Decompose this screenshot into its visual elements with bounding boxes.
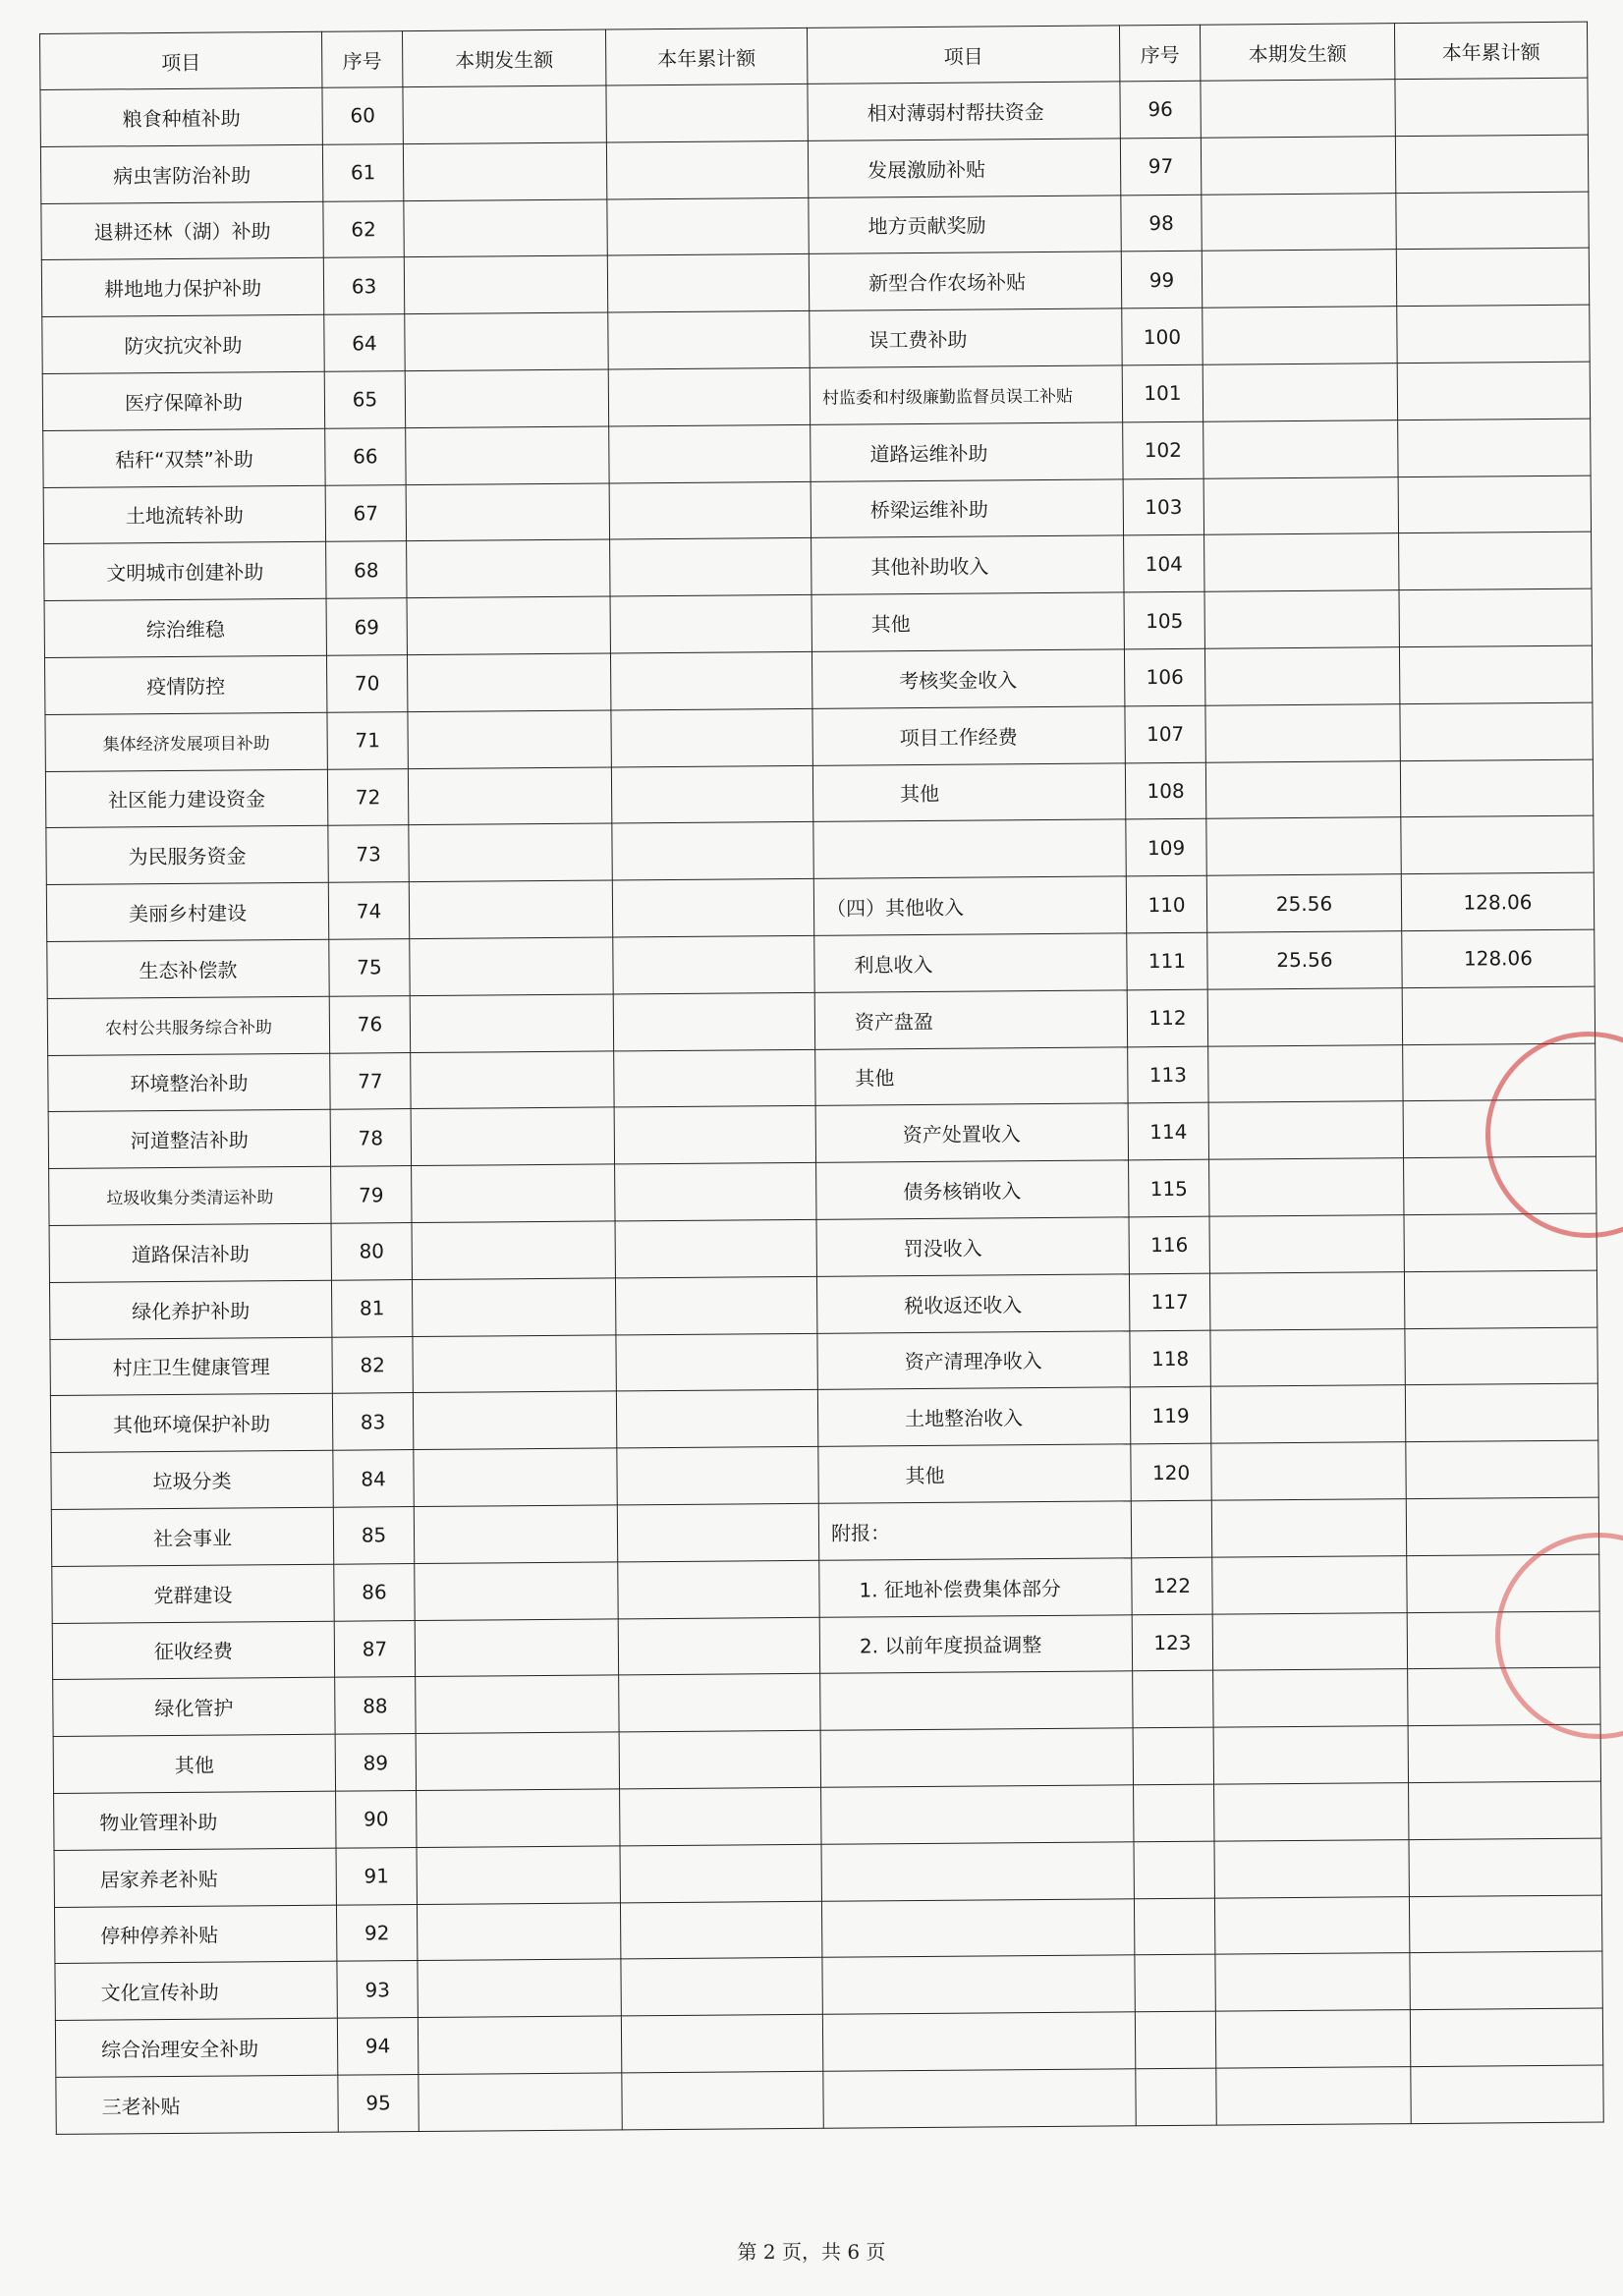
right-seq-cell: 96 [1120, 81, 1201, 138]
right-ytd-cell [1410, 2008, 1602, 2066]
left-ytd-cell [608, 311, 810, 369]
right-item-cell [823, 2069, 1136, 2128]
left-period-cell [417, 1789, 620, 1847]
left-period-cell [414, 1448, 617, 1506]
left-period-cell [416, 1732, 619, 1790]
left-item-cell: 垃圾分类 [51, 1450, 333, 1509]
right-seq-cell: 114 [1128, 1103, 1208, 1160]
right-seq-cell: 107 [1125, 705, 1205, 762]
right-item-cell: 资产处置收入 [815, 1103, 1128, 1162]
left-ytd-cell [608, 367, 810, 425]
right-seq-cell: 105 [1124, 591, 1204, 648]
right-period-cell: 25.56 [1207, 931, 1402, 989]
right-item-cell [820, 1728, 1133, 1787]
left-period-cell [411, 1050, 614, 1108]
right-period-cell [1212, 1555, 1407, 1613]
left-seq-cell: 94 [337, 2018, 418, 2075]
left-ytd-cell [620, 1844, 821, 1902]
right-seq-cell: 122 [1132, 1557, 1212, 1614]
left-item-cell: 生态补偿款 [47, 939, 329, 998]
right-seq-cell: 101 [1122, 364, 1203, 421]
right-period-cell [1211, 1442, 1406, 1500]
right-item-cell: 利息收入 [814, 933, 1127, 992]
left-ytd-cell [612, 878, 813, 936]
right-ytd-cell [1411, 2065, 1603, 2123]
header-period-right: 本期发生额 [1200, 24, 1394, 82]
left-seq-cell: 72 [327, 768, 408, 825]
left-item-cell: 美丽乡村建设 [46, 882, 328, 941]
right-item-cell: 项目工作经费 [812, 706, 1125, 765]
left-ytd-cell [613, 992, 814, 1050]
right-item-cell: 村监委和村级廉勤监督员误工补贴 [810, 365, 1122, 424]
header-seq-right: 序号 [1119, 25, 1200, 82]
left-seq-cell: 76 [329, 995, 410, 1052]
left-item-cell: 村庄卫生健康管理 [50, 1337, 332, 1396]
left-period-cell [405, 312, 608, 370]
right-item-cell: 其他 [812, 762, 1125, 821]
right-seq-cell [1133, 1727, 1213, 1784]
left-ytd-cell [619, 1674, 820, 1732]
left-ytd-cell [616, 1333, 817, 1391]
left-period-cell [417, 1902, 620, 1960]
right-seq-cell [1131, 1500, 1211, 1557]
right-ytd-cell [1396, 249, 1589, 307]
left-item-cell: 防灾抗灾补助 [42, 314, 324, 373]
left-seq-cell: 64 [324, 314, 405, 371]
left-period-cell [404, 255, 607, 313]
right-item-cell [821, 1785, 1134, 1844]
right-period-cell [1215, 1953, 1410, 2011]
left-item-cell: 其他 [53, 1734, 335, 1793]
right-period-cell [1208, 1044, 1403, 1102]
table-row [56, 2065, 1603, 2134]
left-seq-cell: 89 [335, 1734, 416, 1791]
left-ytd-cell [607, 254, 809, 312]
left-item-cell: 耕地地力保护补助 [41, 258, 323, 317]
right-seq-cell: 100 [1122, 308, 1203, 364]
right-seq-cell: 106 [1124, 648, 1204, 705]
right-seq-cell: 97 [1120, 138, 1201, 195]
left-ytd-cell [615, 1162, 816, 1220]
left-seq-cell: 86 [334, 1563, 415, 1620]
left-seq-cell: 61 [322, 143, 403, 200]
right-period-cell [1207, 987, 1402, 1045]
left-seq-cell: 88 [335, 1677, 416, 1734]
left-ytd-cell [620, 1787, 821, 1845]
right-seq-cell: 116 [1129, 1216, 1209, 1273]
right-period-cell [1205, 703, 1400, 761]
right-period-cell [1201, 80, 1395, 138]
left-item-cell: 社区能力建设资金 [45, 769, 327, 828]
right-ytd-cell [1395, 78, 1588, 136]
right-ytd-cell [1396, 192, 1589, 250]
right-ytd-cell [1397, 362, 1590, 420]
right-seq-cell: 115 [1129, 1159, 1209, 1216]
right-seq-cell [1134, 1841, 1214, 1898]
right-item-cell: 资产清理净收入 [817, 1330, 1130, 1389]
left-item-cell: 道路保洁补助 [49, 1223, 331, 1282]
left-seq-cell: 92 [336, 1904, 417, 1961]
left-seq-cell: 69 [326, 598, 407, 655]
left-ytd-cell [622, 2071, 823, 2129]
right-item-cell: 土地整治收入 [817, 1387, 1130, 1446]
left-item-cell: 综合治理安全补助 [55, 2018, 337, 2077]
left-period-cell [413, 1334, 616, 1392]
left-item-cell: 物业管理补助 [54, 1791, 336, 1850]
left-period-cell [410, 994, 613, 1052]
left-item-cell: 农村公共服务综合补助 [47, 996, 329, 1055]
right-item-cell: 1. 征地补偿费集体部分 [819, 1558, 1132, 1617]
right-item-cell: 桥梁运维补助 [811, 478, 1123, 537]
header-ytd-left: 本年累计额 [605, 28, 807, 85]
right-period-cell: 25.56 [1206, 874, 1401, 932]
left-period-cell [413, 1391, 616, 1449]
right-ytd-cell [1404, 1270, 1596, 1328]
right-item-cell: 发展激励补贴 [808, 139, 1120, 197]
left-period-cell [416, 1675, 619, 1733]
right-seq-cell: 113 [1128, 1046, 1208, 1103]
right-item-cell [821, 1898, 1134, 1957]
left-period-cell [407, 596, 610, 654]
left-ytd-cell [609, 481, 811, 539]
right-item-cell: 道路运维补助 [811, 422, 1123, 481]
right-item-cell: 相对薄弱村帮扶资金 [808, 82, 1120, 140]
right-seq-cell [1133, 1670, 1213, 1727]
left-ytd-cell [607, 197, 809, 255]
left-seq-cell: 83 [332, 1393, 413, 1450]
left-period-cell [409, 823, 612, 881]
left-item-cell: 集体经济发展项目补助 [45, 712, 327, 771]
right-ytd-cell: 128.06 [1401, 872, 1594, 930]
left-seq-cell: 95 [338, 2074, 419, 2131]
left-seq-cell: 63 [323, 257, 404, 314]
left-seq-cell: 71 [327, 711, 408, 768]
right-ytd-cell [1410, 1951, 1602, 2009]
right-item-cell: 罚没收入 [816, 1217, 1129, 1276]
right-period-cell [1209, 1271, 1404, 1329]
left-seq-cell: 84 [333, 1450, 414, 1507]
right-period-cell [1214, 1839, 1409, 1897]
left-item-cell: 停种停养补贴 [54, 1905, 336, 1964]
left-seq-cell: 82 [332, 1336, 413, 1393]
right-ytd-cell [1400, 702, 1593, 760]
left-ytd-cell [614, 1049, 815, 1107]
left-item-cell: 社会事业 [51, 1507, 333, 1566]
left-item-cell: 病虫害防治补助 [40, 144, 322, 203]
left-item-cell: 绿化养护补助 [49, 1280, 331, 1339]
right-period-cell [1203, 307, 1397, 364]
right-seq-cell: 99 [1121, 252, 1202, 308]
left-item-cell: 秸秆“双禁”补助 [43, 428, 325, 487]
left-ytd-cell [606, 140, 808, 198]
right-period-cell [1210, 1328, 1405, 1386]
right-seq-cell: 110 [1126, 875, 1206, 932]
left-item-cell: 三老补贴 [56, 2075, 338, 2134]
left-ytd-cell [615, 1276, 816, 1334]
left-item-cell: 垃圾收集分类清运补助 [49, 1166, 331, 1225]
left-period-cell [410, 937, 613, 995]
right-seq-cell: 123 [1132, 1614, 1212, 1671]
right-item-cell: 税收返还收入 [816, 1274, 1129, 1333]
left-seq-cell: 65 [324, 371, 405, 428]
left-ytd-cell [621, 2014, 822, 2072]
left-period-cell [411, 1107, 614, 1165]
left-ytd-cell [611, 708, 812, 766]
right-ytd-cell [1398, 476, 1591, 533]
left-period-cell [417, 1846, 620, 1904]
left-seq-cell: 73 [328, 825, 409, 882]
right-item-cell: 其他 [812, 592, 1124, 651]
header-ytd-right: 本年累计额 [1394, 22, 1587, 80]
left-period-cell [403, 85, 606, 143]
left-seq-cell: 75 [329, 939, 410, 996]
header-item-right: 项目 [807, 26, 1119, 84]
right-seq-cell: 103 [1123, 478, 1203, 535]
right-period-cell [1203, 364, 1397, 421]
left-period-cell [418, 2016, 621, 2074]
left-period-cell [409, 880, 612, 938]
header-seq-left: 序号 [321, 31, 402, 88]
right-item-cell: 2. 以前年度损益调整 [819, 1614, 1132, 1673]
left-seq-cell: 70 [326, 655, 407, 712]
left-period-cell [404, 199, 607, 257]
left-item-cell: 文明城市创建补助 [44, 542, 326, 601]
right-seq-cell: 104 [1124, 535, 1204, 592]
right-seq-cell: 108 [1125, 762, 1205, 819]
left-seq-cell: 90 [336, 1790, 417, 1847]
left-item-cell: 居家养老补贴 [54, 1848, 336, 1907]
left-seq-cell: 93 [337, 1961, 418, 2018]
left-item-cell: 土地流转补助 [43, 485, 325, 544]
left-period-cell [415, 1562, 618, 1620]
right-item-cell [822, 2012, 1135, 2071]
left-period-cell [405, 369, 608, 427]
left-seq-cell: 66 [325, 427, 406, 484]
right-period-cell [1206, 817, 1401, 875]
right-period-cell [1213, 1726, 1408, 1784]
right-seq-cell: 120 [1131, 1443, 1211, 1500]
right-period-cell [1215, 2010, 1410, 2068]
right-ytd-cell [1398, 419, 1591, 476]
right-item-cell: 考核奖金收入 [812, 649, 1124, 708]
right-period-cell [1209, 1215, 1404, 1273]
right-period-cell [1208, 1101, 1403, 1159]
right-item-cell: 其他 [818, 1444, 1131, 1503]
right-seq-cell: 119 [1130, 1387, 1210, 1444]
right-item-cell: 地方贡献奖励 [809, 195, 1121, 253]
right-item-cell: （四）其他收入 [813, 876, 1126, 935]
left-period-cell [406, 426, 609, 484]
right-period-cell [1210, 1385, 1405, 1443]
left-period-cell [418, 1959, 621, 2017]
left-ytd-cell [619, 1730, 820, 1788]
left-item-cell: 征收经费 [52, 1621, 334, 1680]
right-seq-cell: 109 [1126, 819, 1206, 876]
left-ytd-cell [620, 1901, 821, 1959]
right-seq-cell [1135, 1954, 1215, 2011]
right-ytd-cell [1409, 1838, 1601, 1896]
left-period-cell [414, 1505, 617, 1563]
right-item-cell: 附报： [818, 1501, 1131, 1560]
left-item-cell: 为民服务资金 [46, 826, 328, 885]
left-ytd-cell [617, 1446, 818, 1504]
left-ytd-cell [617, 1503, 818, 1561]
left-seq-cell: 78 [330, 1109, 411, 1166]
right-seq-cell: 112 [1127, 989, 1207, 1046]
right-ytd-cell [1406, 1440, 1598, 1498]
left-seq-cell: 68 [326, 541, 407, 598]
left-ytd-cell [606, 84, 808, 141]
right-ytd-cell [1405, 1383, 1597, 1441]
left-period-cell [407, 539, 610, 597]
right-period-cell [1211, 1499, 1406, 1557]
report-sheet [39, 22, 1603, 2135]
left-period-cell [403, 142, 606, 200]
header-item-left: 项目 [40, 31, 322, 89]
right-period-cell [1203, 420, 1398, 477]
left-seq-cell: 77 [330, 1052, 411, 1109]
right-period-cell [1209, 1158, 1404, 1216]
left-seq-cell: 62 [323, 200, 404, 257]
right-seq-cell [1136, 2068, 1216, 2125]
left-item-cell: 退耕还林（湖）补助 [41, 201, 323, 260]
right-period-cell [1203, 476, 1398, 534]
left-period-cell [408, 710, 611, 768]
right-item-cell: 其他 [815, 1046, 1128, 1105]
right-period-cell [1202, 250, 1396, 308]
left-period-cell [407, 653, 610, 711]
left-period-cell [408, 767, 611, 825]
left-period-cell [415, 1618, 618, 1676]
right-item-cell: 新型合作农场补贴 [809, 252, 1121, 310]
right-seq-cell [1134, 1784, 1214, 1841]
right-item-cell: 债务核销收入 [816, 1160, 1129, 1219]
right-period-cell [1205, 760, 1400, 818]
right-seq-cell: 98 [1121, 195, 1202, 252]
right-ytd-cell [1401, 815, 1594, 873]
left-item-cell: 党群建设 [52, 1564, 334, 1623]
right-period-cell [1204, 590, 1399, 648]
left-ytd-cell [621, 1958, 822, 2016]
left-item-cell: 河道整洁补助 [48, 1110, 330, 1169]
left-ytd-cell [618, 1560, 819, 1618]
right-period-cell [1201, 136, 1395, 194]
left-item-cell: 疫情防控 [44, 655, 326, 714]
right-item-cell [820, 1671, 1133, 1730]
right-item-cell: 其他补助收入 [812, 535, 1124, 594]
left-seq-cell: 81 [331, 1279, 412, 1336]
left-item-cell: 医疗保障补助 [42, 371, 324, 430]
right-period-cell [1204, 533, 1399, 591]
right-item-cell [821, 1842, 1134, 1901]
right-ytd-cell [1405, 1327, 1597, 1385]
right-seq-cell [1134, 1898, 1214, 1955]
left-item-cell: 文化宣传补助 [55, 1961, 337, 2020]
right-period-cell [1214, 1896, 1409, 1954]
right-period-cell [1216, 2066, 1411, 2124]
right-seq-cell: 118 [1130, 1330, 1210, 1387]
left-ytd-cell [615, 1219, 816, 1277]
left-seq-cell: 91 [336, 1847, 417, 1904]
right-ytd-cell [1397, 305, 1590, 363]
right-item-cell [813, 819, 1126, 878]
left-ytd-cell [614, 1106, 815, 1164]
left-item-cell: 环境整治补助 [48, 1053, 330, 1112]
left-item-cell: 其他环境保护补助 [50, 1394, 332, 1453]
left-period-cell [419, 2073, 622, 2131]
right-seq-cell: 117 [1129, 1273, 1209, 1330]
left-period-cell [412, 1221, 615, 1279]
right-ytd-cell [1400, 759, 1593, 817]
left-ytd-cell [609, 424, 811, 482]
left-item-cell: 综治维稳 [44, 598, 326, 657]
left-ytd-cell [611, 765, 812, 823]
right-ytd-cell [1409, 1781, 1601, 1839]
right-ytd-cell [1409, 1895, 1601, 1953]
left-item-cell: 粮食种植补助 [40, 87, 322, 146]
right-item-cell: 误工费补助 [810, 308, 1122, 367]
right-period-cell [1202, 193, 1396, 251]
left-ytd-cell [610, 538, 812, 596]
right-ytd-cell [1399, 532, 1592, 589]
left-period-cell [412, 1278, 615, 1336]
left-ytd-cell [610, 595, 812, 653]
page-footer: 第 2 页，共 6 页 [737, 2240, 886, 2264]
right-seq-cell [1135, 2011, 1215, 2068]
right-period-cell [1213, 1669, 1408, 1727]
right-item-cell: 资产盘盈 [814, 990, 1127, 1049]
right-period-cell [1204, 647, 1399, 705]
right-period-cell [1214, 1783, 1409, 1841]
right-seq-cell: 102 [1123, 421, 1203, 478]
right-ytd-cell [1399, 645, 1592, 703]
left-seq-cell: 67 [325, 484, 406, 541]
income-detail-table [39, 22, 1604, 2135]
right-item-cell [822, 1955, 1135, 2014]
left-period-cell [412, 1164, 615, 1222]
left-ytd-cell [618, 1617, 819, 1675]
right-ytd-cell: 128.06 [1402, 929, 1595, 987]
right-seq-cell: 111 [1127, 932, 1207, 989]
header-period-left: 本期发生额 [402, 29, 605, 87]
left-item-cell: 绿化管护 [53, 1678, 335, 1737]
left-seq-cell: 60 [322, 87, 403, 144]
left-ytd-cell [613, 935, 814, 993]
left-seq-cell: 87 [334, 1620, 415, 1677]
left-ytd-cell [610, 651, 812, 709]
left-seq-cell: 79 [331, 1166, 412, 1223]
right-ytd-cell [1395, 135, 1588, 193]
left-ytd-cell [612, 822, 813, 880]
right-period-cell [1212, 1612, 1407, 1670]
left-seq-cell: 85 [333, 1506, 414, 1563]
left-seq-cell: 74 [328, 882, 409, 939]
left-period-cell [406, 483, 609, 541]
right-ytd-cell [1399, 588, 1592, 646]
left-ytd-cell [616, 1390, 817, 1448]
left-seq-cell: 80 [331, 1222, 412, 1279]
